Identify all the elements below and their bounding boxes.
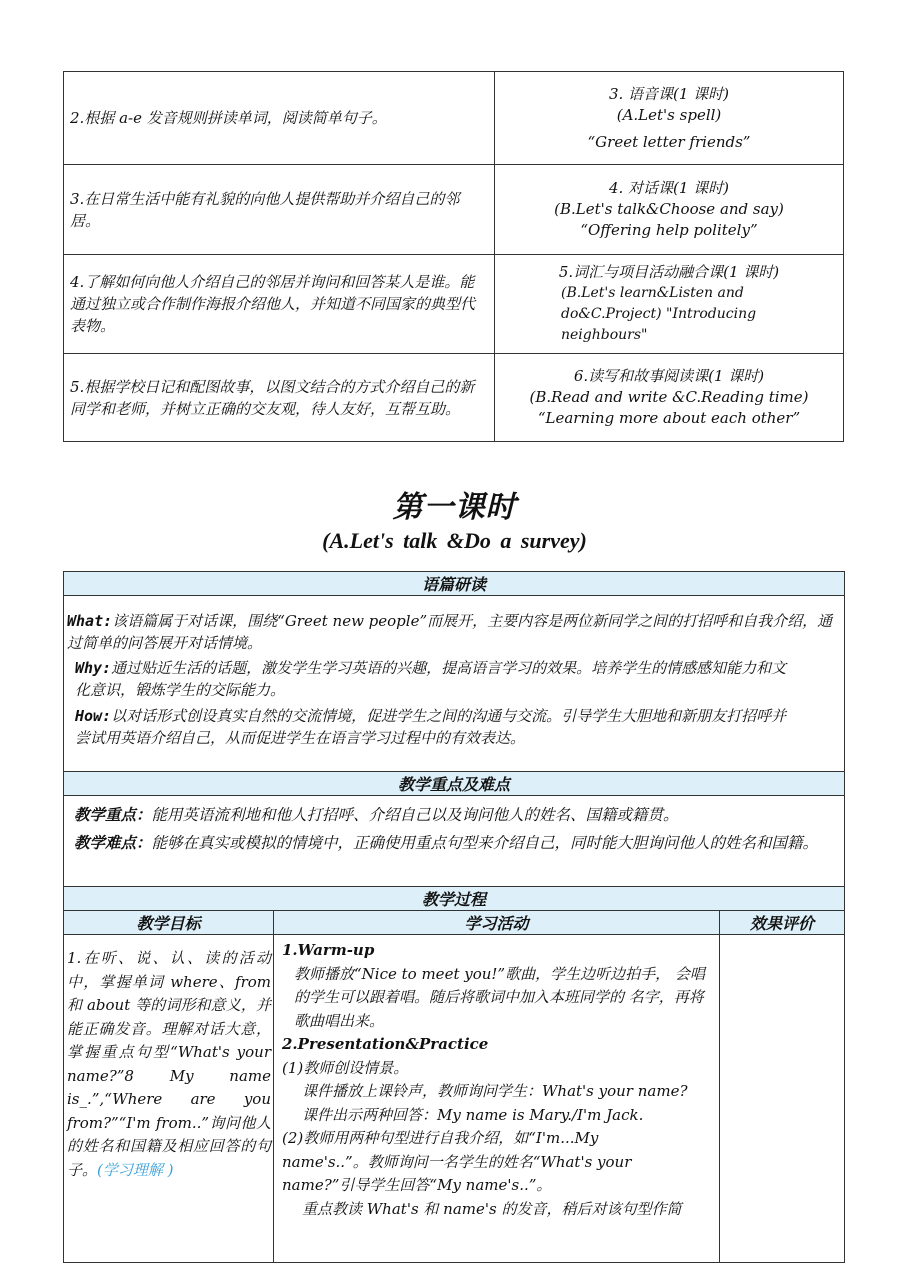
course-line: (B.Let's talk&Choose and say) xyxy=(554,200,784,218)
step-2b: 重点教读 What's 和 name's 的发音，稍后对该句型作简 xyxy=(302,1199,682,1218)
focus-text: 能用英语流利地和他人打招呼、介绍自己以及询问他人的姓名、国籍或籍贯。 xyxy=(151,806,679,824)
goal-cell: 2.根据 a-e 发音规则拼读单词，阅读简单句子。 xyxy=(64,72,495,165)
table-row xyxy=(64,354,844,442)
course-line: 6.读写和故事阅读课(1 课时) xyxy=(573,367,765,385)
why-text: 通过贴近生活的话题，激发学生学习英语的兴趣，提高语言学习的效果。培养学生的情感感知能力和文化意识，锻炼学生的交际能力。 xyxy=(75,659,787,699)
goal-cell: 3.在日常生活中能有礼貌的向他人提供帮助并介绍自己的邻居。 xyxy=(64,165,495,255)
goal-note: (学习理解 ) xyxy=(97,1160,174,1179)
section-header-row xyxy=(64,572,845,596)
course-cell xyxy=(495,72,844,165)
how-text: 以对话形式创设真实自然的交流情境，促进学生之间的沟通与交流。引导学生大胆地和新朋友打招呼并尝试用英语介绍自己，从而促进学生在语言学习过程中的有效表达。 xyxy=(75,707,787,747)
text-study-cell xyxy=(64,596,845,772)
difficulty-text: 能够在真实或模拟的情境中，正确使用重点句型来介绍自己，同时能大胆询问他人的姓名和国籍。 xyxy=(151,834,819,852)
table-row xyxy=(64,72,844,165)
difficulty-label: 教学难点 xyxy=(74,833,137,852)
how-paragraph xyxy=(67,705,844,749)
col-activity-header: 学习活动 xyxy=(274,911,720,935)
what-paragraph xyxy=(67,610,844,654)
why-paragraph xyxy=(67,657,844,701)
goal-cell xyxy=(64,935,274,1263)
course-cell xyxy=(495,255,844,354)
presentation-title: 2.Presentation&Practice xyxy=(282,1035,489,1053)
lesson-subtitle: (A.Let's talk &Do a survey) xyxy=(322,528,587,553)
course-line: 5.词汇与项目活动融合课(1 课时) xyxy=(558,263,780,281)
section-header-row xyxy=(64,887,845,911)
column-header-row xyxy=(64,911,845,935)
goal-text: 1.在听、说、认、读的活动中，掌握单词 where、from 和 about 等的词形和意义，并能正确发音。理解对话大意，掌握重点句型“What's your name?”8 My name is_.”,“Where are you from?”“I'm from..”询问他人的姓名和国籍及相应回答的句子。 xyxy=(67,949,271,1179)
course-line: “Offering help politely” xyxy=(580,221,758,239)
step-1: (1)教师创设情景。 xyxy=(282,1058,409,1077)
lesson-title: 第一课时 xyxy=(392,490,517,525)
what-label: What: xyxy=(67,612,113,630)
col-goal-header: 教学目标 xyxy=(64,911,274,935)
step-1b: 课件出示两种回答：My name is Mary./I'm Jack. xyxy=(302,1105,644,1124)
key-points-header: 教学重点及难点 xyxy=(64,772,845,796)
process-row xyxy=(64,935,845,1263)
step-2: (2)教师用两种句型进行自我介绍，如“I'm...My name's..”。教师询问一名学生的姓名“What's your name?”引导学生回答“My name's..”。 xyxy=(282,1129,632,1194)
text-study-row xyxy=(64,596,845,772)
step-1a: 课件播放上课铃声，教师询问学生：What's your name? xyxy=(302,1082,688,1100)
course-cell xyxy=(495,165,844,255)
course-cell xyxy=(495,354,844,442)
key-points-cell xyxy=(64,796,845,887)
warmup-title: 1.Warm-up xyxy=(282,941,375,959)
process-header: 教学过程 xyxy=(64,887,845,911)
course-line: “Greet letter friends” xyxy=(587,132,751,151)
focus-paragraph: 教学重点：能用英语流利地和他人打招呼、介绍自己以及询问他人的姓名、国籍或籍贯。 xyxy=(74,805,679,824)
text-study-header: 语篇研读 xyxy=(64,572,845,596)
lesson-detail-table xyxy=(63,571,845,1263)
course-line: “Learning more about each other” xyxy=(537,409,801,427)
table-row xyxy=(64,165,844,255)
difficulty-paragraph: 教学难点：能够在真实或模拟的情境中，正确使用重点句型来介绍自己，同时能大胆询问他人的姓名和国籍。 xyxy=(74,833,819,852)
what-text: 该语篇属于对话课，围绕“Greet new people”而展开，主要内容是两位新同学之间的打招呼和自我介绍，通过简单的问答展开对话情境。 xyxy=(67,612,833,652)
course-line: (B.Let's learn&Listen and do&C.Project) "Introducing neighbours" xyxy=(561,285,757,343)
warmup-text: 教师播放“Nice to meet you!”歌曲，学生边听边拍手， 会唱的学生可以跟着唱。随后将歌词中加入本班同学的 名字，再将歌曲唱出来。 xyxy=(294,964,705,1030)
table-row xyxy=(64,255,844,354)
course-line: (A.Let's spell) xyxy=(616,105,722,124)
course-line: (B.Read and write &C.Reading time) xyxy=(529,388,809,406)
course-line: 4. 对话课(1 课时) xyxy=(608,179,730,197)
how-label: How: xyxy=(75,707,112,725)
col-eval-header: 效果评价 xyxy=(720,911,845,935)
eval-cell xyxy=(720,935,845,1263)
why-label: Why: xyxy=(75,659,112,677)
goal-cell: 5.根据学校日记和配图故事，以图文结合的方式介绍自己的新同学和老师，并树立正确的交友观，待人友好，互帮互助。 xyxy=(64,354,495,442)
activity-cell xyxy=(274,935,720,1263)
focus-label: 教学重点 xyxy=(74,805,137,824)
goal-cell: 4.了解如何向他人介绍自己的邻居并询问和回答某人是谁。能通过独立或合作制作海报介绍他人，并知道不同国家的典型代表物。 xyxy=(64,255,495,354)
course-line: 3. 语音课(1 课时) xyxy=(608,84,730,103)
key-points-row xyxy=(64,796,845,887)
lesson-plan-table xyxy=(63,71,844,442)
section-header-row xyxy=(64,772,845,796)
